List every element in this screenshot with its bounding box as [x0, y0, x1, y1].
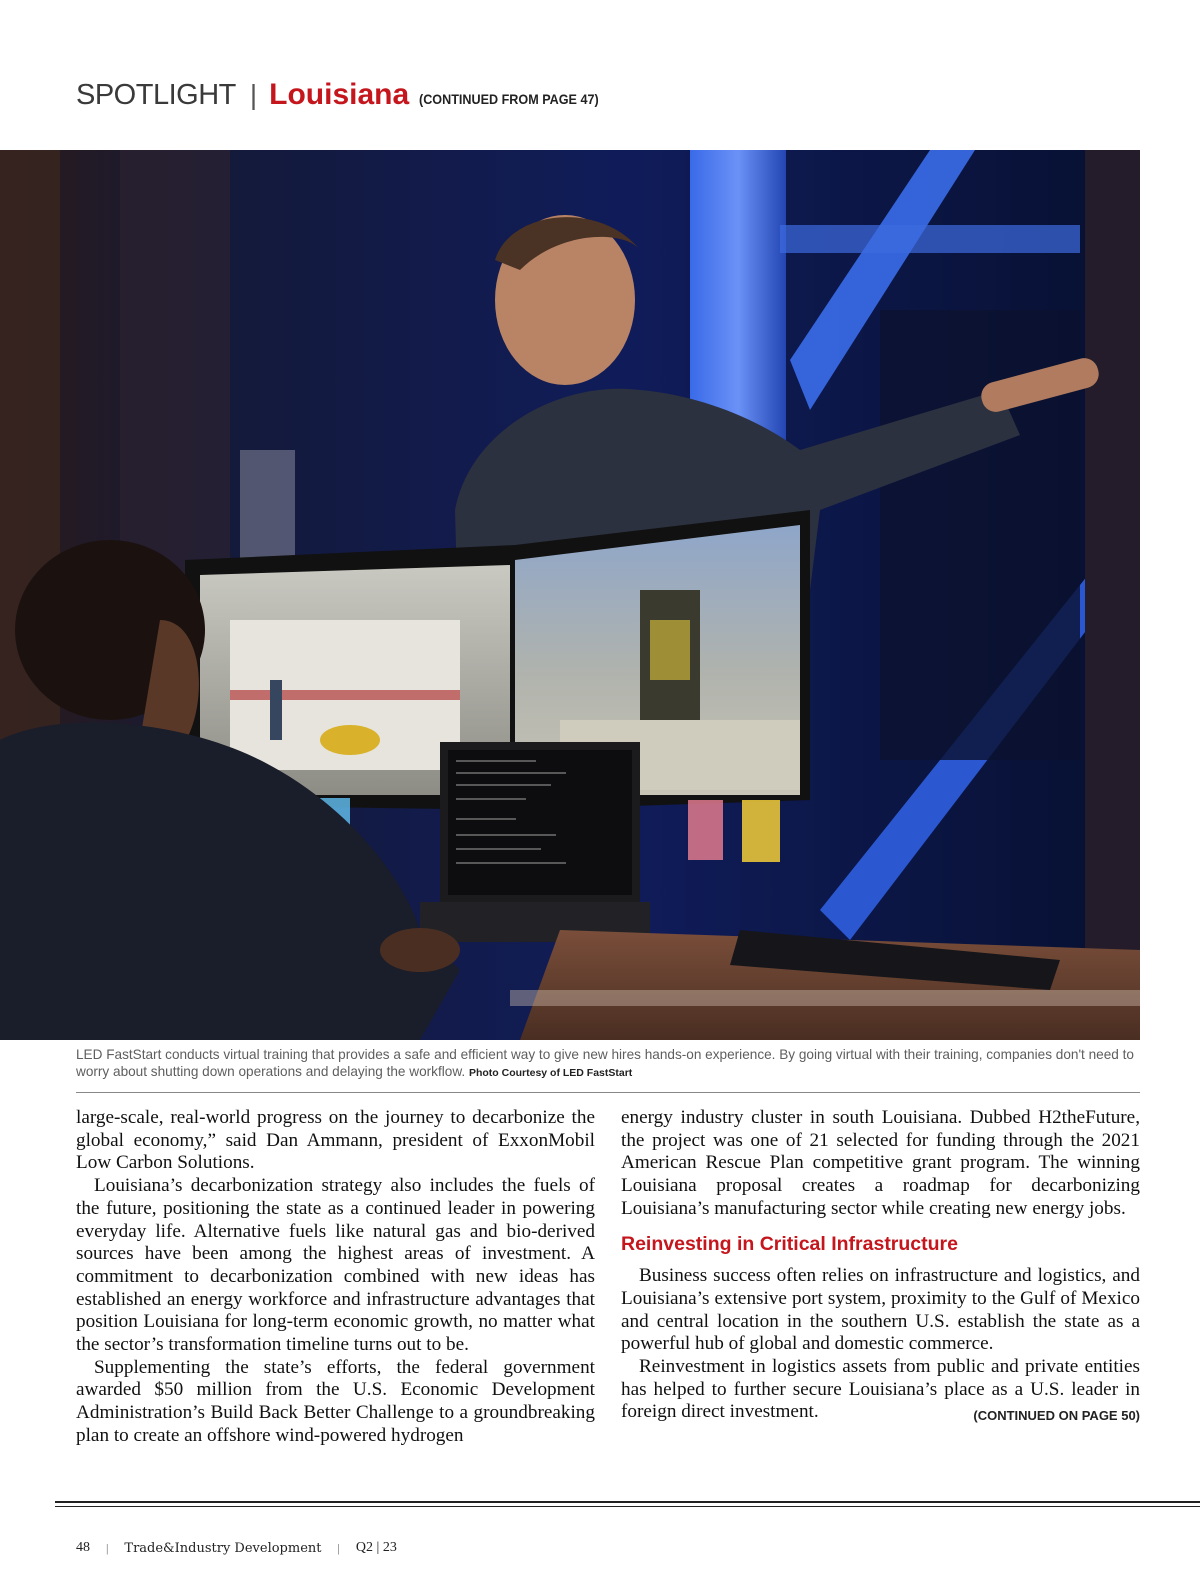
- header-separator: |: [249, 79, 258, 110]
- continued-on-label: (CONTINUED ON PAGE 50): [973, 1408, 1140, 1424]
- article-column-right: [621, 1107, 1140, 1428]
- footer-rule: [55, 1506, 1200, 1507]
- caption-text: LED FastStart conducts virtual training that provides a safe and efficient way to give new hires hands-on experience. By going virtual with their training, companies don't need to worry about shutting down operations and delaying the workflow.: [76, 1047, 1134, 1079]
- paragraph: Business success often relies on infrastructure and logistics, and Louisiana’s extensive port system, proximity to the Gulf of Mexico and central location in the southern U.S. establish the state as a powerful hub of global and domestic commerce.: [621, 1265, 1140, 1355]
- feature-photo: [0, 150, 1140, 1040]
- section-label: SPOTLIGHT: [76, 79, 236, 111]
- paragraph: [621, 1356, 1140, 1424]
- paragraph-text: Reinvestment in logistics assets from public and private entities has helped to further secure Louisiana’s place as a U.S. leader in foreign direct investment.: [621, 1356, 1140, 1423]
- publication-name: Trade&Industry Development: [124, 1540, 322, 1556]
- footer-separator: |: [106, 1540, 109, 1555]
- page-number: 48: [76, 1540, 90, 1555]
- laptop: [420, 742, 650, 942]
- footer-separator: |: [337, 1540, 340, 1555]
- photo-credit: Photo Courtesy of LED FastStart: [468, 1067, 633, 1079]
- page-title: Louisiana: [269, 78, 410, 111]
- paragraph: energy industry cluster in south Louisiana. Dubbed H2theFuture, the project was one of 21 selected for funding through the 2021 American Rescue Plan competitive grant program. The winning Louisiana proposal creates a roadmap for decarbonizing Louisiana’s manufacturing sector while creating new energy jobs.: [621, 1107, 1140, 1219]
- footer-rule: [55, 1501, 1200, 1503]
- paragraph: large-scale, real-world progress on the journey to decarbonize the global economy,” said Dan Ammann, president of ExxonMobil Low Carbon Solutions.: [76, 1107, 595, 1174]
- page-header: [76, 78, 619, 118]
- page-footer: [76, 1540, 397, 1556]
- caption-divider: [76, 1092, 1140, 1093]
- section-subheading: Reinvesting in Critical Infrastructure: [621, 1232, 958, 1255]
- photo-caption: [76, 1046, 1140, 1082]
- article-column-left: [76, 1107, 595, 1448]
- paragraph: Louisiana’s decarbonization strategy also includes the fuels of the future, positioning the state as a continued leader in powering everyday life. Alternative fuels like natural gas and bio-derived sources have been among the highest areas of investment. A commitment to decarbonization combined with new ideas has established an energy workforce and infrastructure advantages that position Louisiana for long-term economic growth, no matter what the sector’s transformation timeline turns out to be.: [76, 1175, 595, 1356]
- continued-from-label: (CONTINUED FROM PAGE 47): [419, 91, 599, 107]
- issue-label: Q2 | 23: [355, 1540, 397, 1555]
- paragraph: Supplementing the state’s efforts, the federal government awarded $50 million from the U.S. Economic Development Administration’s Build Back Better Challenge to a groundbreaking plan to create an offshore wind-powered hydrogen: [76, 1356, 595, 1446]
